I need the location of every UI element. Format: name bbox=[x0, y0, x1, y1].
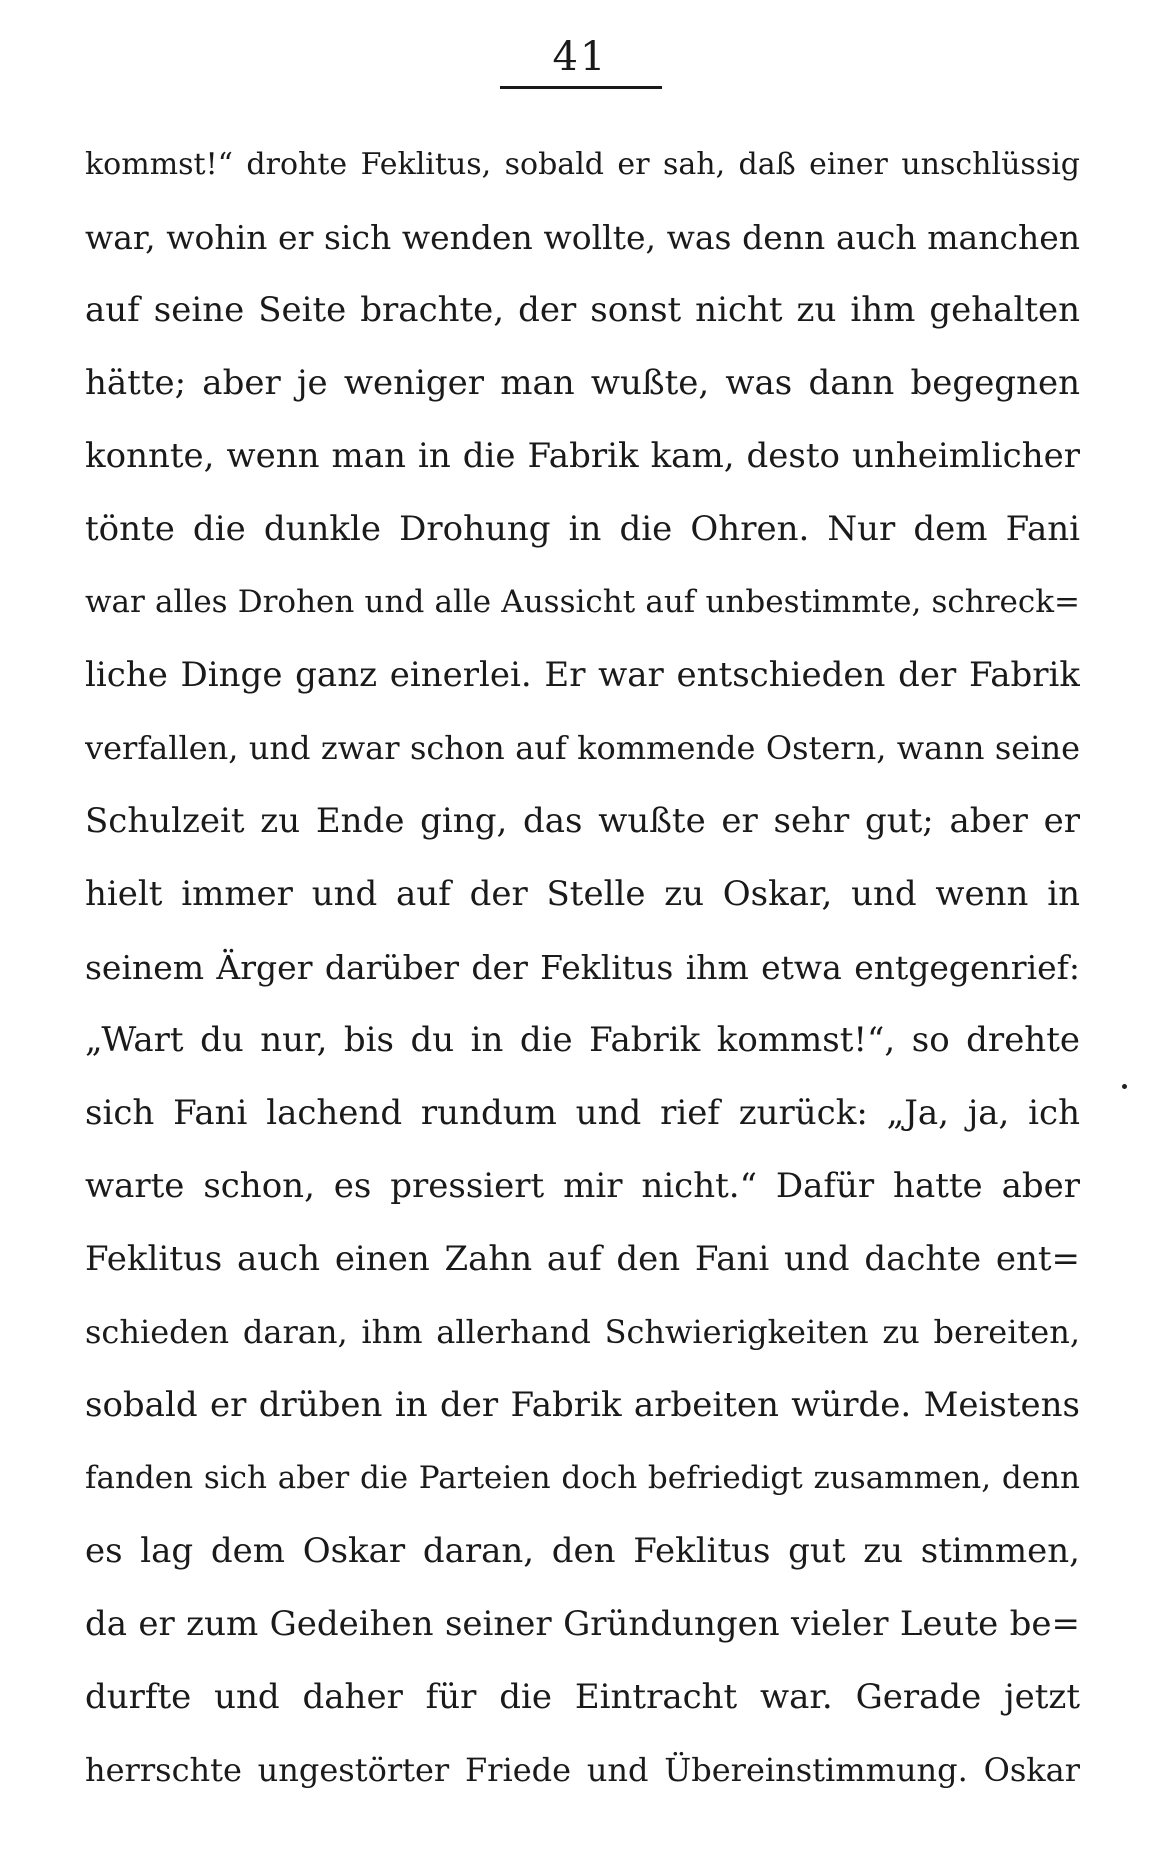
text-line: auf seine Seite brachte, der sonst nicht zu ihm gehalten bbox=[85, 290, 1080, 330]
body-text bbox=[85, 128, 1080, 1807]
text-line: kommst!“ drohte Feklitus, sobald er sah, daß einer unschlüssig bbox=[85, 147, 1080, 182]
page-number-rule bbox=[500, 86, 662, 89]
text-line: war, wohin er sich wenden wollte, was denn auch manchen bbox=[85, 218, 1080, 257]
page-number: 41 bbox=[552, 34, 608, 80]
text-line: da er zum Gedeihen seiner Gründungen vieler Leute be= bbox=[85, 1604, 1080, 1644]
text-line: schieden daran, ihm allerhand Schwierigkeiten zu bereiten, bbox=[85, 1313, 1080, 1351]
text-line: „Wart du nur, bis du in die Fabrik kommst!“, so drehte bbox=[85, 1020, 1080, 1060]
text-line: es lag dem Oskar daran, den Feklitus gut zu stimmen, bbox=[85, 1531, 1080, 1571]
text-line: sobald er drüben in der Fabrik arbeiten würde. Meistens bbox=[85, 1385, 1080, 1425]
text-line: liche Dinge ganz einerlei. Er war entschieden der Fabrik bbox=[85, 655, 1080, 695]
text-line: hätte; aber je weniger man wußte, was dann begegnen bbox=[85, 363, 1080, 403]
text-line: tönte die dunkle Drohung in die Ohren. Nur dem Fani bbox=[85, 509, 1080, 549]
text-line: warte schon, es pressiert mir nicht.“ Dafür hatte aber bbox=[85, 1166, 1080, 1206]
text-line: herrschte ungestörter Friede und Übereinstimmung. Oskar bbox=[85, 1751, 1080, 1789]
text-line: durfte und daher für die Eintracht war. Gerade jetzt bbox=[85, 1677, 1080, 1717]
text-line: hielt immer und auf der Stelle zu Oskar, und wenn in bbox=[85, 874, 1080, 914]
text-line: seinem Ärger darüber der Feklitus ihm etwa entgegenrief: bbox=[85, 948, 1080, 987]
text-line: konnte, wenn man in die Fabrik kam, desto unheimlicher bbox=[85, 436, 1080, 476]
text-line: Feklitus auch einen Zahn auf den Fani und dachte ent= bbox=[85, 1239, 1080, 1279]
text-line: war alles Drohen und alle Aussicht auf unbestimmte, schreck= bbox=[85, 584, 1080, 620]
text-line: verfallen, und zwar schon auf kommende Ostern, wann seine bbox=[85, 729, 1080, 767]
scan-speck bbox=[1122, 1084, 1127, 1089]
text-line: Schulzeit zu Ende ging, das wußte er sehr gut; aber er bbox=[85, 801, 1080, 841]
text-line: sich Fani lachend rundum und rief zurück: „Ja, ja, ich bbox=[85, 1093, 1080, 1133]
text-line: fanden sich aber die Parteien doch befriedigt zusammen, denn bbox=[85, 1460, 1080, 1496]
